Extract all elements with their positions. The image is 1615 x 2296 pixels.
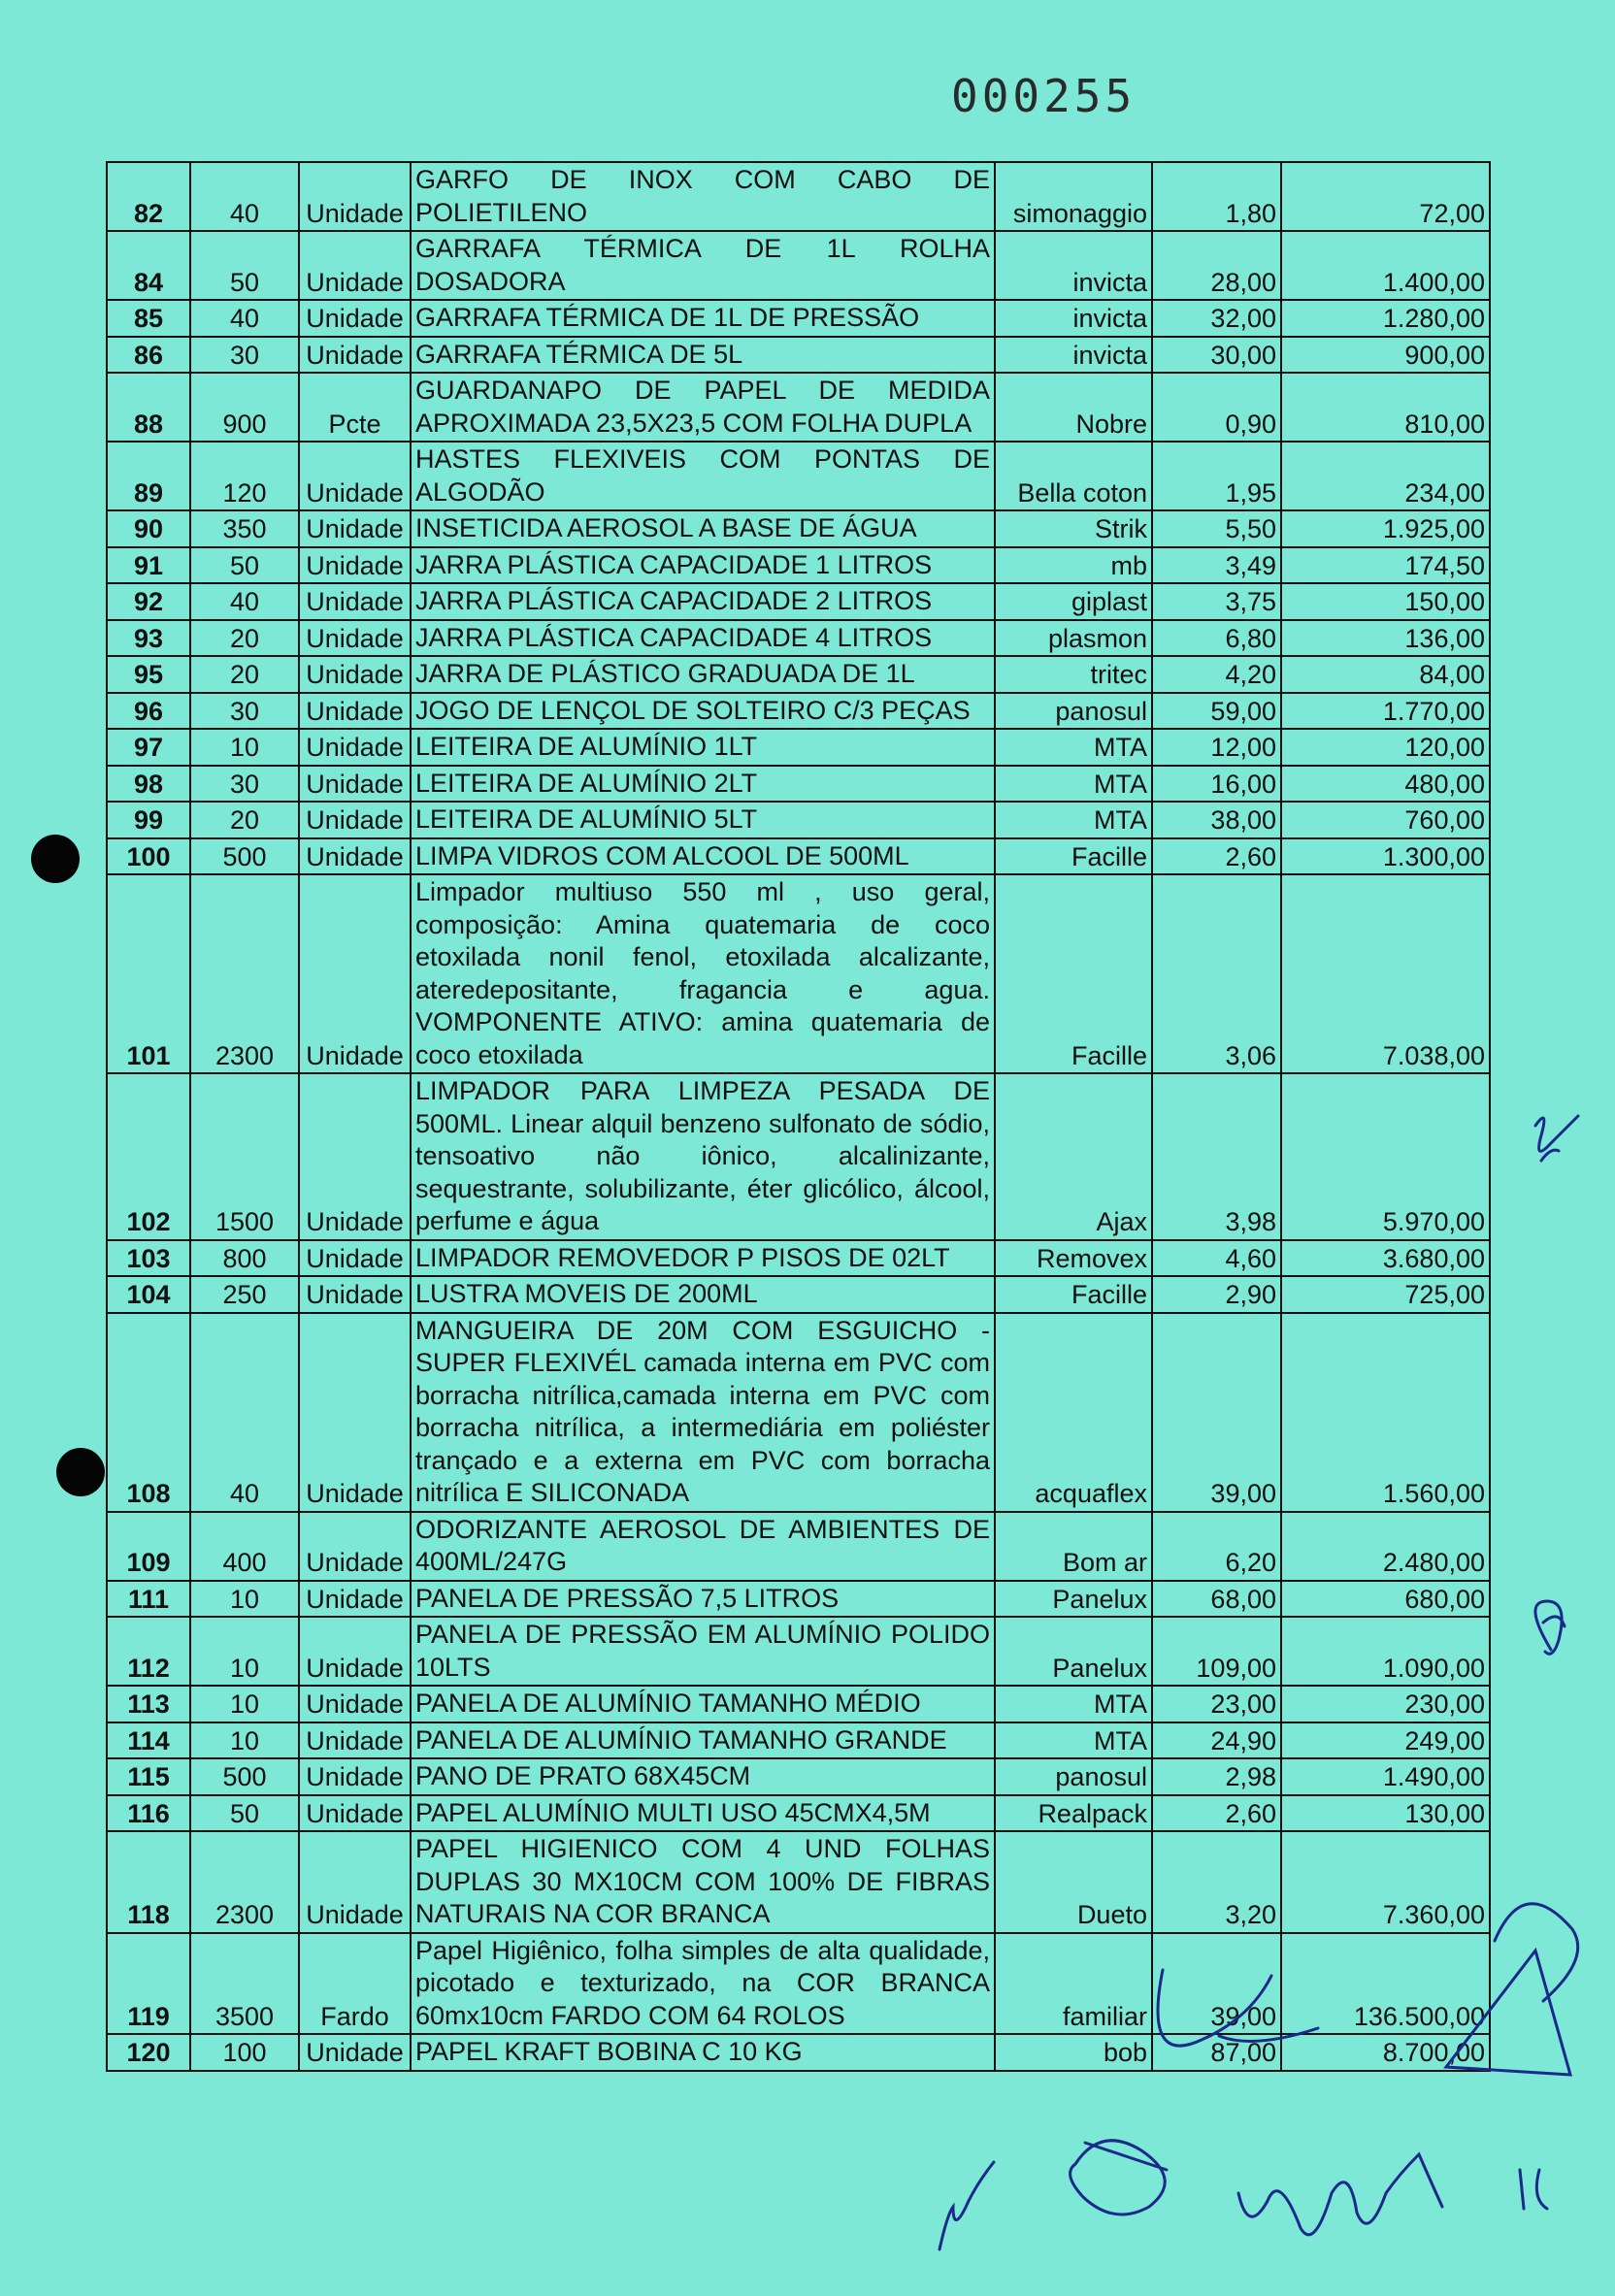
cell-brand: Dueto (995, 1831, 1152, 1933)
cell-item: 109 (107, 1512, 190, 1581)
cell-brand: Facille (995, 874, 1152, 1073)
cell-unit: Unidade (299, 1240, 411, 1277)
cell-brand: Panelux (995, 1617, 1152, 1686)
cell-qty: 3500 (190, 1933, 299, 2035)
cell-description: JARRA PLÁSTICA CAPACIDADE 2 LITROS (411, 583, 995, 620)
cell-qty: 10 (190, 1686, 299, 1722)
cell-total: 1.925,00 (1281, 510, 1490, 547)
cell-total: 130,00 (1281, 1795, 1490, 1832)
cell-item: 90 (107, 510, 190, 547)
cell-description: PANELA DE PRESSÃO 7,5 LITROS (411, 1581, 995, 1618)
cell-unit-price: 16,00 (1152, 766, 1281, 803)
table-row (107, 547, 1490, 584)
cell-brand: Ajax (995, 1073, 1152, 1240)
cell-description: Limpador multiuso 550 ml , uso geral, composição: Amina quatemaria de coco etoxilada nonil fenol, etoxilada alcalizante, ateredepositante, fragancia e agua. VOMPONENTE ATIVO: amina quatemaria de coco etoxilada (411, 874, 995, 1073)
cell-total: 120,00 (1281, 729, 1490, 766)
cell-description: JOGO DE LENÇOL DE SOLTEIRO C/3 PEÇAS (411, 693, 995, 730)
table-row (107, 729, 1490, 766)
cell-qty: 10 (190, 1617, 299, 1686)
cell-total: 174,50 (1281, 547, 1490, 584)
cell-total: 1.280,00 (1281, 300, 1490, 337)
cell-unit: Unidade (299, 1831, 411, 1933)
cell-unit: Unidade (299, 1686, 411, 1722)
cell-unit-price: 87,00 (1152, 2034, 1281, 2071)
cell-item: 112 (107, 1617, 190, 1686)
cell-total: 5.970,00 (1281, 1073, 1490, 1240)
cell-item: 100 (107, 838, 190, 875)
cell-qty: 2300 (190, 874, 299, 1073)
margin-rubric-circle (1535, 1601, 1565, 1654)
cell-description: GARRAFA TÉRMICA DE 1L ROLHA DOSADORA (411, 231, 995, 300)
cell-item: 93 (107, 620, 190, 657)
cell-qty: 50 (190, 547, 299, 584)
cell-qty: 900 (190, 373, 299, 442)
cell-item: 92 (107, 583, 190, 620)
cell-description: HASTES FLEXIVEIS COM PONTAS DE ALGODÃO (411, 442, 995, 510)
cell-total: 1.770,00 (1281, 693, 1490, 730)
cell-unit-price: 30,00 (1152, 337, 1281, 374)
punch-hole-bottom (56, 1448, 105, 1496)
cell-item: 103 (107, 1240, 190, 1277)
cell-description: PANO DE PRATO 68X45CM (411, 1758, 995, 1795)
table-row (107, 373, 1490, 442)
table-row (107, 1795, 1490, 1832)
cell-qty: 120 (190, 442, 299, 510)
cell-unit: Unidade (299, 547, 411, 584)
table-row (107, 2034, 1490, 2071)
cell-description: LIMPADOR PARA LIMPEZA PESADA DE 500ML. Linear alquil benzeno sulfonato de sódio, tensoativo não iônico, alcalinizante, sequestrante, solubilizante, éter glicólico, álcool, perfume e água (411, 1073, 995, 1240)
cell-unit-price: 2,60 (1152, 838, 1281, 875)
cell-description: PAPEL HIGIENICO COM 4 UND FOLHAS DUPLAS 30 MX10CM COM 100% DE FIBRAS NATURAIS NA COR BRANCA (411, 1831, 995, 1933)
cell-unit-price: 1,95 (1152, 442, 1281, 510)
table-row (107, 874, 1490, 1073)
table-row (107, 162, 1490, 231)
cell-unit-price: 2,90 (1152, 1276, 1281, 1313)
cell-total: 234,00 (1281, 442, 1490, 510)
cell-unit: Unidade (299, 656, 411, 693)
cell-qty: 500 (190, 838, 299, 875)
cell-unit-price: 4,20 (1152, 656, 1281, 693)
cell-brand: Facille (995, 1276, 1152, 1313)
cell-qty: 50 (190, 1795, 299, 1832)
cell-unit: Unidade (299, 2034, 411, 2071)
cell-unit-price: 24,90 (1152, 1722, 1281, 1759)
cell-brand: MTA (995, 1686, 1152, 1722)
cell-unit: Unidade (299, 1617, 411, 1686)
cell-total: 150,00 (1281, 583, 1490, 620)
table-row (107, 1581, 1490, 1618)
cell-qty: 20 (190, 620, 299, 657)
cell-unit: Unidade (299, 1276, 411, 1313)
cell-unit: Unidade (299, 874, 411, 1073)
cell-unit: Fardo (299, 1933, 411, 2035)
cell-total: 480,00 (1281, 766, 1490, 803)
cell-brand: giplast (995, 583, 1152, 620)
cell-qty: 250 (190, 1276, 299, 1313)
cell-item: 85 (107, 300, 190, 337)
cell-unit-price: 59,00 (1152, 693, 1281, 730)
cell-qty: 50 (190, 231, 299, 300)
cell-unit: Unidade (299, 300, 411, 337)
cell-brand: MTA (995, 729, 1152, 766)
cell-qty: 40 (190, 1313, 299, 1512)
cell-unit-price: 3,49 (1152, 547, 1281, 584)
cell-qty: 30 (190, 693, 299, 730)
cell-qty: 100 (190, 2034, 299, 2071)
cell-item: 99 (107, 802, 190, 838)
cell-total: 84,00 (1281, 656, 1490, 693)
cell-qty: 40 (190, 300, 299, 337)
cell-description: PANELA DE ALUMÍNIO TAMANHO GRANDE (411, 1722, 995, 1759)
cell-description: GUARDANAPO DE PAPEL DE MEDIDA APROXIMADA 23,5X23,5 COM FOLHA DUPLA (411, 373, 995, 442)
cell-qty: 10 (190, 1581, 299, 1618)
cell-description: MANGUEIRA DE 20M COM ESGUICHO - SUPER FLEXIVÉL camada interna em PVC com borracha nitrílica,camada interna em PVC com borracha nitrílica, a intermediária em poliéster trançado e a externa em PVC com borracha nitrílica E SILICONADA (411, 1313, 995, 1512)
cell-description: LUSTRA MOVEIS DE 200ML (411, 1276, 995, 1313)
cell-qty: 40 (190, 583, 299, 620)
cell-unit-price: 23,00 (1152, 1686, 1281, 1722)
cell-item: 89 (107, 442, 190, 510)
cell-unit-price: 0,90 (1152, 373, 1281, 442)
cell-total: 2.480,00 (1281, 1512, 1490, 1581)
cell-unit: Pcte (299, 373, 411, 442)
cell-qty: 10 (190, 1722, 299, 1759)
cell-qty: 30 (190, 766, 299, 803)
page-number-stamp: 000255 (951, 70, 1137, 122)
cell-qty: 2300 (190, 1831, 299, 1933)
cell-brand: Removex (995, 1240, 1152, 1277)
cell-unit: Unidade (299, 802, 411, 838)
cell-unit-price: 109,00 (1152, 1617, 1281, 1686)
cell-brand: MTA (995, 802, 1152, 838)
cell-item: 88 (107, 373, 190, 442)
cell-description: INSETICIDA AEROSOL A BASE DE ÁGUA (411, 510, 995, 547)
cell-unit-price: 1,80 (1152, 162, 1281, 231)
cell-item: 82 (107, 162, 190, 231)
cell-unit-price: 3,20 (1152, 1831, 1281, 1933)
cell-total: 810,00 (1281, 373, 1490, 442)
cell-item: 108 (107, 1313, 190, 1512)
cell-unit: Unidade (299, 231, 411, 300)
table-row (107, 1240, 1490, 1277)
cell-brand: Panelux (995, 1581, 1152, 1618)
cell-description: PANELA DE PRESSÃO EM ALUMÍNIO POLIDO 10LTS (411, 1617, 995, 1686)
cell-item: 115 (107, 1758, 190, 1795)
price-table (106, 161, 1491, 2072)
cell-qty: 20 (190, 802, 299, 838)
cell-brand: plasmon (995, 620, 1152, 657)
table-row (107, 300, 1490, 337)
cell-description: PAPEL ALUMÍNIO MULTI USO 45CMX4,5M (411, 1795, 995, 1832)
cell-item: 119 (107, 1933, 190, 2035)
table-row (107, 510, 1490, 547)
cell-unit: Unidade (299, 583, 411, 620)
cell-total: 136,00 (1281, 620, 1490, 657)
bottom-signature-left (939, 2162, 994, 2249)
cell-total: 1.090,00 (1281, 1617, 1490, 1686)
cell-brand: MTA (995, 766, 1152, 803)
cell-unit: Unidade (299, 1758, 411, 1795)
cell-unit: Unidade (299, 1795, 411, 1832)
cell-unit: Unidade (299, 1581, 411, 1618)
cell-item: 113 (107, 1686, 190, 1722)
cell-qty: 350 (190, 510, 299, 547)
table-row (107, 1073, 1490, 1240)
cell-item: 116 (107, 1795, 190, 1832)
table-row (107, 620, 1490, 657)
margin-initial-mark (1535, 1116, 1578, 1161)
cell-qty: 40 (190, 162, 299, 231)
cell-description: PAPEL KRAFT BOBINA C 10 KG (411, 2034, 995, 2071)
punch-hole-top (31, 835, 80, 883)
cell-unit-price: 32,00 (1152, 300, 1281, 337)
cell-unit-price: 28,00 (1152, 231, 1281, 300)
cell-item: 104 (107, 1276, 190, 1313)
table-row (107, 802, 1490, 838)
table-row (107, 231, 1490, 300)
cell-unit-price: 3,06 (1152, 874, 1281, 1073)
cell-total: 900,00 (1281, 337, 1490, 374)
cell-total: 136.500,00 (1281, 1933, 1490, 2035)
cell-item: 98 (107, 766, 190, 803)
cell-unit-price: 2,98 (1152, 1758, 1281, 1795)
table-row (107, 1722, 1490, 1759)
cell-qty: 400 (190, 1512, 299, 1581)
cell-unit-price: 3,75 (1152, 583, 1281, 620)
cell-total: 1.490,00 (1281, 1758, 1490, 1795)
cell-unit-price: 6,80 (1152, 620, 1281, 657)
cell-total: 72,00 (1281, 162, 1490, 231)
table-row (107, 1512, 1490, 1581)
cell-description: LIMPADOR REMOVEDOR P PISOS DE 02LT (411, 1240, 995, 1277)
cell-unit-price: 39,00 (1152, 1313, 1281, 1512)
cell-qty: 20 (190, 656, 299, 693)
cell-brand: MTA (995, 1722, 1152, 1759)
cell-item: 114 (107, 1722, 190, 1759)
cell-unit: Unidade (299, 1512, 411, 1581)
cell-brand: simonaggio (995, 162, 1152, 231)
cell-unit: Unidade (299, 766, 411, 803)
cell-description: LEITEIRA DE ALUMÍNIO 1LT (411, 729, 995, 766)
cell-item: 86 (107, 337, 190, 374)
cell-description: Papel Higiênico, folha simples de alta qualidade, picotado e texturizado, na COR BRANCA 60mx10cm FARDO COM 64 ROLOS (411, 1933, 995, 2035)
cell-unit-price: 6,20 (1152, 1512, 1281, 1581)
cell-description: LEITEIRA DE ALUMÍNIO 2LT (411, 766, 995, 803)
cell-description: JARRA PLÁSTICA CAPACIDADE 1 LITROS (411, 547, 995, 584)
cell-description: LIMPA VIDROS COM ALCOOL DE 500ML (411, 838, 995, 875)
cell-qty: 30 (190, 337, 299, 374)
cell-description: JARRA PLÁSTICA CAPACIDADE 4 LITROS (411, 620, 995, 657)
cell-item: 84 (107, 231, 190, 300)
cell-total: 680,00 (1281, 1581, 1490, 1618)
table-row (107, 1617, 1490, 1686)
price-table-body (107, 162, 1490, 2071)
cell-description: JARRA DE PLÁSTICO GRADUADA DE 1L (411, 656, 995, 693)
cell-qty: 800 (190, 1240, 299, 1277)
cell-item: 96 (107, 693, 190, 730)
cell-unit: Unidade (299, 337, 411, 374)
cell-unit-price: 39,00 (1152, 1933, 1281, 2035)
table-row (107, 1831, 1490, 1933)
cell-unit-price: 68,00 (1152, 1581, 1281, 1618)
cell-unit: Unidade (299, 838, 411, 875)
cell-unit: Unidade (299, 693, 411, 730)
cell-item: 91 (107, 547, 190, 584)
cell-total: 1.560,00 (1281, 1313, 1490, 1512)
cell-brand: invicta (995, 300, 1152, 337)
cell-total: 1.400,00 (1281, 231, 1490, 300)
cell-brand: Nobre (995, 373, 1152, 442)
cell-brand: Bella coton (995, 442, 1152, 510)
cell-description: GARRAFA TÉRMICA DE 5L (411, 337, 995, 374)
cell-total: 230,00 (1281, 1686, 1490, 1722)
cell-total: 8.700,00 (1281, 2034, 1490, 2071)
cell-unit: Unidade (299, 1073, 411, 1240)
cell-qty: 1500 (190, 1073, 299, 1240)
table-row (107, 583, 1490, 620)
cell-item: 102 (107, 1073, 190, 1240)
cell-brand: acquaflex (995, 1313, 1152, 1512)
cell-unit: Unidade (299, 729, 411, 766)
cell-description: ODORIZANTE AEROSOL DE AMBIENTES DE 400ML/247G (411, 1512, 995, 1581)
table-row (107, 1758, 1490, 1795)
cell-brand: bob (995, 2034, 1152, 2071)
cell-unit: Unidade (299, 442, 411, 510)
cell-brand: Facille (995, 838, 1152, 875)
cell-item: 101 (107, 874, 190, 1073)
cell-item: 97 (107, 729, 190, 766)
cell-brand: Bom ar (995, 1512, 1152, 1581)
cell-total: 1.300,00 (1281, 838, 1490, 875)
cell-unit-price: 12,00 (1152, 729, 1281, 766)
cell-qty: 10 (190, 729, 299, 766)
cell-item: 111 (107, 1581, 190, 1618)
table-row (107, 766, 1490, 803)
bottom-signature-right (1238, 2154, 1547, 2235)
cell-total: 249,00 (1281, 1722, 1490, 1759)
cell-description: PANELA DE ALUMÍNIO TAMANHO MÉDIO (411, 1686, 995, 1722)
cell-unit-price: 3,98 (1152, 1073, 1281, 1240)
cell-brand: panosul (995, 693, 1152, 730)
cell-brand: Realpack (995, 1795, 1152, 1832)
table-row (107, 1313, 1490, 1512)
table-row (107, 1276, 1490, 1313)
table-row (107, 1933, 1490, 2035)
cell-unit: Unidade (299, 162, 411, 231)
cell-brand: panosul (995, 1758, 1152, 1795)
cell-total: 7.038,00 (1281, 874, 1490, 1073)
cell-unit-price: 38,00 (1152, 802, 1281, 838)
table-row (107, 1686, 1490, 1722)
cell-total: 3.680,00 (1281, 1240, 1490, 1277)
cell-unit-price: 2,60 (1152, 1795, 1281, 1832)
cell-total: 725,00 (1281, 1276, 1490, 1313)
cell-total: 760,00 (1281, 802, 1490, 838)
cell-qty: 500 (190, 1758, 299, 1795)
table-row (107, 693, 1490, 730)
cell-unit-price: 4,60 (1152, 1240, 1281, 1277)
cell-unit: Unidade (299, 620, 411, 657)
cell-brand: tritec (995, 656, 1152, 693)
cell-item: 120 (107, 2034, 190, 2071)
cell-unit: Unidade (299, 1313, 411, 1512)
cell-description: GARFO DE INOX COM CABO DE POLIETILENO (411, 162, 995, 231)
cell-unit-price: 5,50 (1152, 510, 1281, 547)
cell-total: 7.360,00 (1281, 1831, 1490, 1933)
cell-description: LEITEIRA DE ALUMÍNIO 5LT (411, 802, 995, 838)
cell-brand: mb (995, 547, 1152, 584)
cell-brand: Strik (995, 510, 1152, 547)
cell-description: GARRAFA TÉRMICA DE 1L DE PRESSÃO (411, 300, 995, 337)
cell-unit: Unidade (299, 510, 411, 547)
bottom-circle-rubric (1071, 2141, 1167, 2214)
cell-item: 118 (107, 1831, 190, 1933)
table-row (107, 337, 1490, 374)
cell-unit: Unidade (299, 1722, 411, 1759)
cell-brand: invicta (995, 231, 1152, 300)
table-row (107, 442, 1490, 510)
cell-brand: invicta (995, 337, 1152, 374)
cell-brand: familiar (995, 1933, 1152, 2035)
table-row (107, 656, 1490, 693)
cell-item: 95 (107, 656, 190, 693)
table-row (107, 838, 1490, 875)
